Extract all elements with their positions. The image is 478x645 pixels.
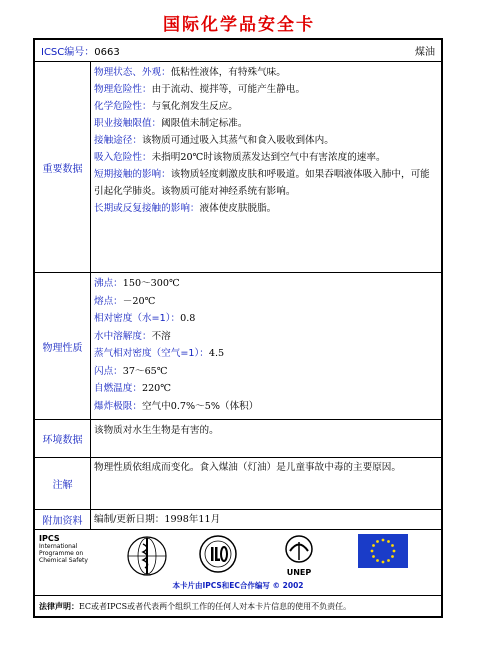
ipcs-logo-text: IPCS International Programme on Chemical Safety: [39, 534, 88, 564]
item-chemical-hazard: 化学危险性：与氧化剂发生反应。: [94, 101, 238, 112]
environment-section: [35, 420, 441, 458]
icsc-value: 0663: [94, 47, 120, 58]
card-title: 国际化学品安全卡: [163, 15, 315, 35]
unep-text: UNEP: [286, 568, 312, 577]
eu-flag-icon: [358, 534, 408, 568]
important-data-content: [91, 62, 441, 272]
physical-properties-label: 物理性质: [35, 273, 91, 419]
prop-melting-point: 熔点：－20℃: [94, 295, 156, 307]
physical-properties-content: [91, 273, 441, 419]
icsc-label: ICSC编号：: [41, 47, 95, 58]
card-header: [35, 40, 441, 62]
environment-label: 环境数据: [35, 420, 91, 457]
unep-emblem-icon: [282, 534, 316, 564]
ilo-emblem-icon: [198, 534, 238, 574]
item-physical-hazard: 物理危险性：由于流动、搅拌等，可能产生静电。: [94, 84, 306, 95]
item-exposure-limit: 职业接触限值：阈限值未制定标准。: [94, 118, 248, 129]
item-appearance: 物理状态、外观：低粘性液体，有特殊气味。: [94, 67, 286, 78]
safety-card: [33, 38, 443, 618]
ipcs-title: IPCS: [39, 534, 60, 543]
item-inhalation-risk: 吸入危险性：未指明20℃时该物质蒸发达到空气中有害浓度的速率。: [94, 152, 386, 163]
prop-water-solubility: 水中溶解度：不溶: [94, 330, 171, 342]
chemical-name: 煤油: [415, 47, 435, 58]
logos-section: [35, 530, 441, 596]
item-long-term-effects: 长期或反复接触的影响：液体使皮肤脱脂。: [94, 203, 277, 214]
prop-vapour-density: 蒸气相对密度（空气=1）：4.5: [94, 348, 225, 359]
extra-info-section: [35, 510, 441, 530]
legal-key: 法律声明：: [39, 601, 79, 611]
physical-properties-section: [35, 273, 441, 420]
prop-relative-density: 相对密度（水=1）：0.8: [94, 313, 196, 324]
prop-boiling-point: 沸点：150～300℃: [94, 278, 180, 289]
environment-text: 该物质对水生生物是有害的。: [94, 425, 219, 436]
prop-autoignition: 自燃温度：220℃: [94, 383, 172, 394]
legal-section: [35, 596, 441, 616]
notes-text: 物理性质依组成而变化。食入煤油（灯油）是儿童事故中毒的主要原因。: [94, 462, 401, 473]
item-exposure-route: 接触途径：该物质可通过吸入其蒸气和食入吸收到体内。: [94, 135, 334, 146]
extra-info-label: 附加资料: [35, 510, 91, 529]
unep-logo: [279, 534, 319, 577]
important-data-section: [35, 62, 441, 273]
who-emblem-icon: [125, 534, 169, 578]
notes-section: [35, 458, 441, 510]
important-data-label: 重要数据: [35, 62, 91, 272]
prop-flash-point: 闪点：37～65℃: [94, 365, 168, 377]
extra-info-text: 编制/更新日期：1998年11月: [94, 514, 221, 525]
prop-explosive-limits: 爆炸极限：空气中0.7%～5%（体积）: [94, 400, 259, 412]
card-credit: 本卡片由IPCS和EC合作编写 © 2002: [172, 581, 304, 590]
item-short-term-effects: 短期接触的影响：该物质轻度刺激皮肤和呼吸道。如果吞咽液体吸入肺中，可能引起化学肺炎。该物质可能对神经系统有影响。: [94, 169, 430, 197]
legal-text: EC或者IPCS或者代表两个组织工作的任何人对本卡片信息的使用不负责任。: [79, 601, 352, 611]
icsc-number: [41, 43, 120, 58]
notes-label: 注解: [35, 458, 91, 509]
